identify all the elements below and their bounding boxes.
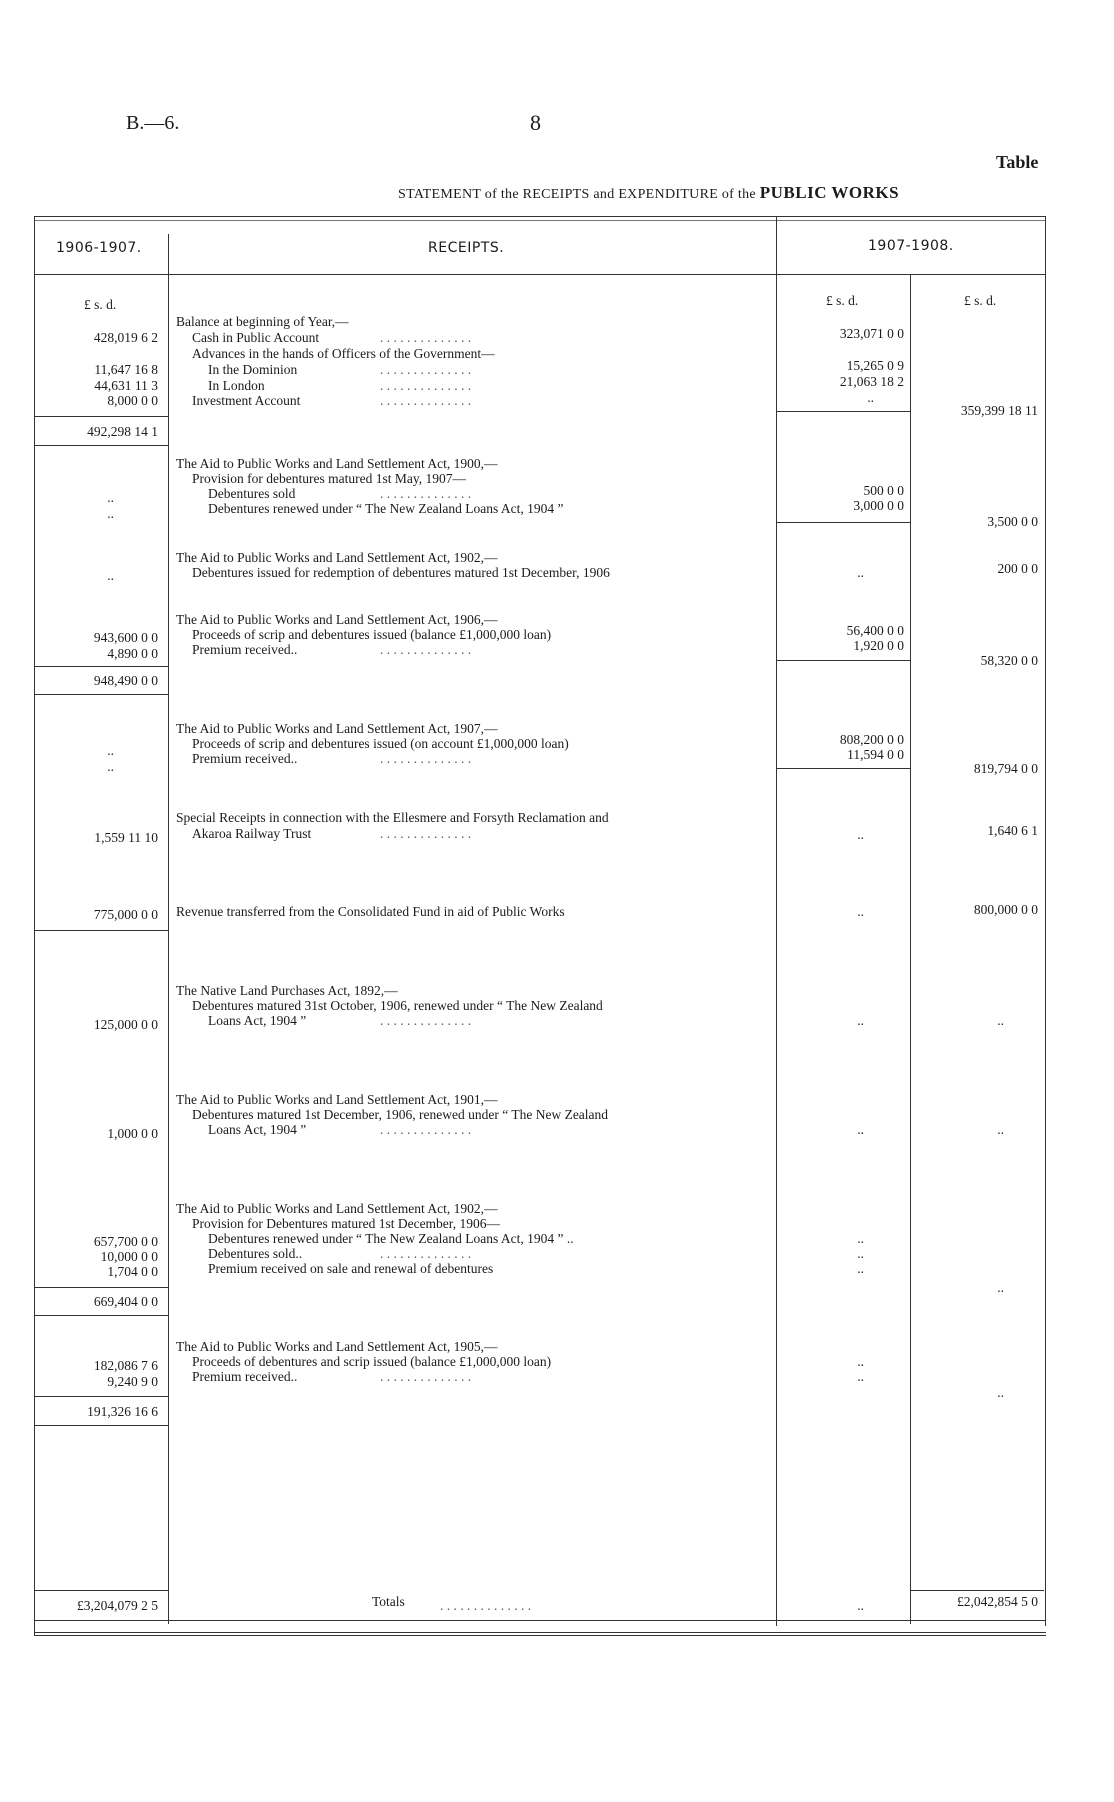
amount-mid: 500 0 0 bbox=[863, 483, 904, 498]
totals-label: Totals bbox=[372, 1594, 405, 1609]
amount-mid: 1,920 0 0 bbox=[853, 638, 904, 653]
section-title: The Aid to Public Works and Land Settlement Act, 1905,— bbox=[176, 1339, 498, 1354]
amount-mid: .. bbox=[857, 1354, 864, 1369]
amount-right: 1,640 6 1 bbox=[987, 823, 1038, 838]
amount-mid: .. bbox=[857, 565, 864, 580]
amount-mid: .. bbox=[857, 1369, 864, 1384]
amount-mid: 21,063 18 2 bbox=[839, 374, 904, 389]
header-right-year: 1907-1908. bbox=[868, 238, 954, 254]
line-item: Investment Account bbox=[192, 393, 301, 408]
amount-left: 1,000 0 0 bbox=[107, 1126, 158, 1141]
amount-mid: .. bbox=[857, 1261, 864, 1276]
subtotal-left: 191,326 16 6 bbox=[87, 1404, 158, 1419]
amount-right: 800,000 0 0 bbox=[973, 902, 1038, 917]
header-receipts: RECEIPTS. bbox=[428, 240, 505, 256]
line-item: Akaroa Railway Trust bbox=[192, 826, 312, 841]
leader-dots: . . . . . . . . . . . . . . bbox=[380, 1246, 472, 1261]
section-title: The Aid to Public Works and Land Settlement Act, 1902,— bbox=[176, 550, 498, 565]
line-item: Debentures matured 1st December, 1906, renewed under “ The New Zealand bbox=[192, 1107, 609, 1122]
amount-left: 11,647 16 8 bbox=[94, 362, 158, 377]
section-title: The Aid to Public Works and Land Settlement Act, 1900,— bbox=[176, 456, 498, 471]
amount-right: .. bbox=[997, 1280, 1004, 1295]
amount-left: 943,600 0 0 bbox=[93, 630, 158, 645]
total-right: £2,042,854 5 0 bbox=[957, 1594, 1038, 1609]
leader-dots: . . . . . . . . . . . . . . bbox=[380, 1013, 472, 1028]
amount-left: .. bbox=[107, 759, 114, 774]
line-item: Loans Act, 1904 ” bbox=[208, 1122, 307, 1137]
leader-dots: . . . . . . . . . . . . . . bbox=[380, 642, 472, 657]
line-item: Debentures renewed under “ The New Zealand Loans Act, 1904 ” .. bbox=[208, 1231, 574, 1246]
leader-dots: . . . . . . . . . . . . . . bbox=[380, 751, 472, 766]
section-title: The Aid to Public Works and Land Settlement Act, 1907,— bbox=[176, 721, 498, 736]
line-item: Proceeds of debentures and scrip issued (balance £1,000,000 loan) bbox=[192, 1354, 552, 1369]
amount-left: 8,000 0 0 bbox=[107, 393, 158, 408]
leader-dots: . . . . . . . . . . . . . . bbox=[380, 1369, 472, 1384]
line-item: Premium received.. bbox=[192, 751, 298, 766]
amount-left: 182,086 7 6 bbox=[93, 1358, 158, 1373]
amount-mid: 15,265 0 9 bbox=[846, 358, 904, 373]
line-item: Proceeds of scrip and debentures issued (balance £1,000,000 loan) bbox=[192, 627, 552, 642]
units-right: £ s. d. bbox=[964, 293, 997, 308]
leader-dots: . . . . . . . . . . . . . . bbox=[380, 378, 472, 393]
amount-right: 359,399 18 11 bbox=[960, 403, 1038, 418]
amount-left: 428,019 6 2 bbox=[93, 330, 158, 345]
leader-dots: . . . . . . . . . . . . . . bbox=[440, 1598, 532, 1613]
line-item: Premium received.. bbox=[192, 642, 298, 657]
section-title: The Native Land Purchases Act, 1892,— bbox=[176, 983, 398, 998]
amount-left: 1,559 11 10 bbox=[94, 830, 158, 845]
amount-left: 44,631 11 3 bbox=[94, 378, 158, 393]
line-item: In the Dominion bbox=[208, 362, 298, 377]
amount-mid: .. bbox=[857, 1231, 864, 1246]
amount-mid: .. bbox=[857, 904, 864, 919]
line-item: Special Receipts in connection with the Ellesmere and Forsyth Reclamation and bbox=[176, 810, 609, 825]
total-left: £3,204,079 2 5 bbox=[77, 1598, 158, 1613]
line-item: Provision for debentures matured 1st May, 1907— bbox=[192, 471, 466, 486]
leader-dots: . . . . . . . . . . . . . . bbox=[380, 393, 472, 408]
units-mid: £ s. d. bbox=[826, 293, 859, 308]
line-item: Premium received on sale and renewal of debentures bbox=[208, 1261, 494, 1276]
amount-mid: .. bbox=[857, 827, 864, 842]
leader-dots: . . . . . . . . . . . . . . bbox=[380, 1122, 472, 1137]
line-item: Cash in Public Account bbox=[192, 330, 320, 345]
line-item: Premium received.. bbox=[192, 1369, 298, 1384]
amount-left: 657,700 0 0 bbox=[93, 1234, 158, 1249]
amount-left: .. bbox=[107, 568, 114, 583]
amount-right: 819,794 0 0 bbox=[973, 761, 1038, 776]
amount-mid: 11,594 0 0 bbox=[847, 747, 904, 762]
subtotal-left: 948,490 0 0 bbox=[93, 673, 158, 688]
amount-mid: .. bbox=[867, 390, 874, 405]
amount-left: 1,704 0 0 bbox=[107, 1264, 158, 1279]
amount-right: .. bbox=[997, 1122, 1004, 1137]
leader-dots: . . . . . . . . . . . . . . bbox=[380, 362, 472, 377]
line-item: Debentures issued for redemption of debentures matured 1st December, 1906 bbox=[192, 565, 610, 580]
section-title: Balance at beginning of Year,— bbox=[176, 314, 349, 329]
amount-left: 10,000 0 0 bbox=[100, 1249, 158, 1264]
amount-left: 125,000 0 0 bbox=[93, 1017, 158, 1032]
leader-dots: . . . . . . . . . . . . . . bbox=[380, 330, 472, 345]
amount-mid: 56,400 0 0 bbox=[846, 623, 904, 638]
amount-mid: 3,000 0 0 bbox=[853, 498, 904, 513]
line-item: Debentures sold bbox=[208, 486, 296, 501]
amount-mid: .. bbox=[857, 1122, 864, 1137]
total-mid: .. bbox=[857, 1598, 864, 1613]
amount-left: .. bbox=[107, 506, 114, 521]
section-title: The Aid to Public Works and Land Settlement Act, 1902,— bbox=[176, 1201, 498, 1216]
section-title: The Aid to Public Works and Land Settlement Act, 1901,— bbox=[176, 1092, 498, 1107]
section-title: The Aid to Public Works and Land Settlement Act, 1906,— bbox=[176, 612, 498, 627]
line-item: In London bbox=[208, 378, 265, 393]
amount-right: 58,320 0 0 bbox=[980, 653, 1038, 668]
statement-title bbox=[398, 183, 899, 203]
subtotal-left: 669,404 0 0 bbox=[93, 1294, 158, 1309]
amount-right: 3,500 0 0 bbox=[987, 514, 1038, 529]
units-left: £ s. d. bbox=[84, 297, 117, 312]
page-number: 8 bbox=[530, 110, 541, 135]
amount-left: 9,240 9 0 bbox=[107, 1374, 158, 1389]
table-label: Table bbox=[996, 152, 1039, 172]
amount-mid: 808,200 0 0 bbox=[839, 732, 904, 747]
line-item: Loans Act, 1904 ” bbox=[208, 1013, 307, 1028]
line-item: Proceeds of scrip and debentures issued (on account £1,000,000 loan) bbox=[192, 736, 569, 751]
amount-left: .. bbox=[107, 490, 114, 505]
statement-bold: PUBLIC WORKS bbox=[759, 183, 900, 202]
amount-left: 4,890 0 0 bbox=[107, 646, 158, 661]
leader-dots: . . . . . . . . . . . . . . bbox=[380, 486, 472, 501]
line-item: Debentures renewed under “ The New Zealand Loans Act, 1904 ” bbox=[208, 501, 564, 516]
amount-right: .. bbox=[997, 1385, 1004, 1400]
statement-prefix: STATEMENT of the RECEIPTS and EXPENDITURE of the bbox=[398, 187, 756, 202]
leader-dots: . . . . . . . . . . . . . . bbox=[380, 826, 472, 841]
amount-right: 200 0 0 bbox=[997, 561, 1038, 576]
page-ref: B.—6. bbox=[126, 112, 180, 134]
line-item: Provision for Debentures matured 1st December, 1906— bbox=[192, 1216, 501, 1231]
subtotal-left: 492,298 14 1 bbox=[87, 424, 158, 439]
line-item: Revenue transferred from the Consolidated Fund in aid of Public Works bbox=[176, 904, 565, 919]
line-item: Debentures sold.. bbox=[208, 1246, 303, 1261]
amount-left: .. bbox=[107, 743, 114, 758]
header-left-year: 1906-1907. bbox=[56, 240, 142, 256]
amount-left: 775,000 0 0 bbox=[93, 907, 158, 922]
line-item: Advances in the hands of Officers of the Government— bbox=[192, 346, 495, 361]
amount-mid: .. bbox=[857, 1246, 864, 1261]
amount-mid: .. bbox=[857, 1013, 864, 1028]
amount-right: .. bbox=[997, 1013, 1004, 1028]
amount-mid: 323,071 0 0 bbox=[839, 326, 904, 341]
line-item: Debentures matured 31st October, 1906, renewed under “ The New Zealand bbox=[192, 998, 603, 1013]
